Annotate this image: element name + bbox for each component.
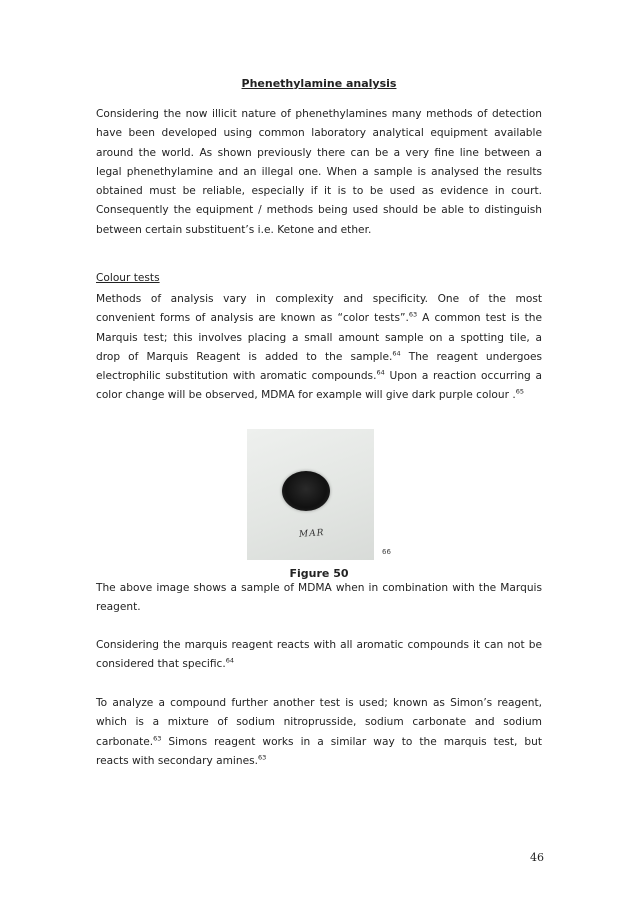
- citation-ref: 65: [515, 387, 524, 396]
- simon-line: carbonate.$^{63}$ Simons reagent works in a similar way to the marquis test, but: [96, 734, 542, 748]
- figure-description: [96, 579, 542, 618]
- dark-purple-sample-spot: [282, 471, 330, 511]
- colour-line: convenient forms of analysis are known as “color tests”.$^{63}$ A common test is the: [96, 310, 543, 325]
- marquis-test-photo: [247, 429, 374, 560]
- intro-line: Considering the now illicit nature of phenethylamines many methods of detection: [96, 108, 542, 120]
- simon-line: To analyze a compound further another test is used; known as Simon’s reagent,: [96, 697, 542, 709]
- intro-line: obtained must be reliable, especially if it is to be used as evidence in court.: [96, 185, 542, 198]
- photo-citation-ref: 66: [382, 548, 391, 556]
- colour-line: electrophilic substitution with aromatic compounds.$^{64}$ Upon a reaction occurring a: [96, 368, 542, 383]
- intro-line: between certain substituent’s i.e. Ketone and ether.: [96, 223, 372, 236]
- colour-line: drop of Marquis Reagent is added to the sample.$^{64}$ The reagent undergoes: [96, 349, 542, 363]
- intro-line: around the world. As shown previously there can be a very fine line between a: [96, 146, 542, 159]
- citation-ref: 64: [392, 349, 401, 358]
- simon-line: which is a mixture of sodium nitroprusside, sodium carbonate and sodium: [96, 716, 542, 729]
- figure-desc-line: reagent.: [96, 601, 141, 614]
- citation-ref: 64: [225, 656, 235, 665]
- intro-line: legal phenethylamine and an illegal one. When a sample is analysed the results: [96, 165, 542, 178]
- simon-line: reacts with secondary amines.$^{63}$: [96, 753, 267, 767]
- intro-line: have been developed using common laboratory analytical equipment available: [96, 127, 542, 140]
- colour-tests-heading: Colour tests: [96, 272, 160, 284]
- intro-line: Consequently the equipment / methods being used should be able to distinguish: [96, 204, 542, 217]
- colour-line: Marquis test; this involves placing a small amount sample on a spotting tile, a: [96, 331, 542, 344]
- page-title: Phenethylamine analysis: [241, 77, 397, 90]
- citation-ref: 63: [408, 310, 418, 319]
- citation-ref: 63: [153, 734, 162, 743]
- handwritten-label: MAR: [298, 528, 325, 540]
- colour-tests-paragraph: [96, 290, 542, 406]
- colour-line: color change will be observed, MDMA for example will give dark purple colour .$^{65}$: [96, 387, 524, 402]
- figure-caption: Figure 50: [289, 567, 349, 580]
- simons-paragraph: [96, 694, 542, 771]
- marquis-line: considered that specific.$^{64}$: [96, 656, 235, 671]
- citation-ref: 64: [376, 368, 385, 377]
- citation-ref: 63: [257, 753, 267, 762]
- figure-desc-line: The above image shows a sample of MDMA when in combination with the Marquis: [96, 582, 542, 594]
- marquis-paragraph: [96, 636, 542, 675]
- marquis-line: Considering the marquis reagent reacts with all aromatic compounds it can not be: [96, 639, 542, 651]
- colour-line: Methods of analysis vary in complexity and specificity. One of the most: [96, 293, 542, 305]
- intro-paragraph: [96, 105, 542, 240]
- page-number: 46: [530, 851, 544, 864]
